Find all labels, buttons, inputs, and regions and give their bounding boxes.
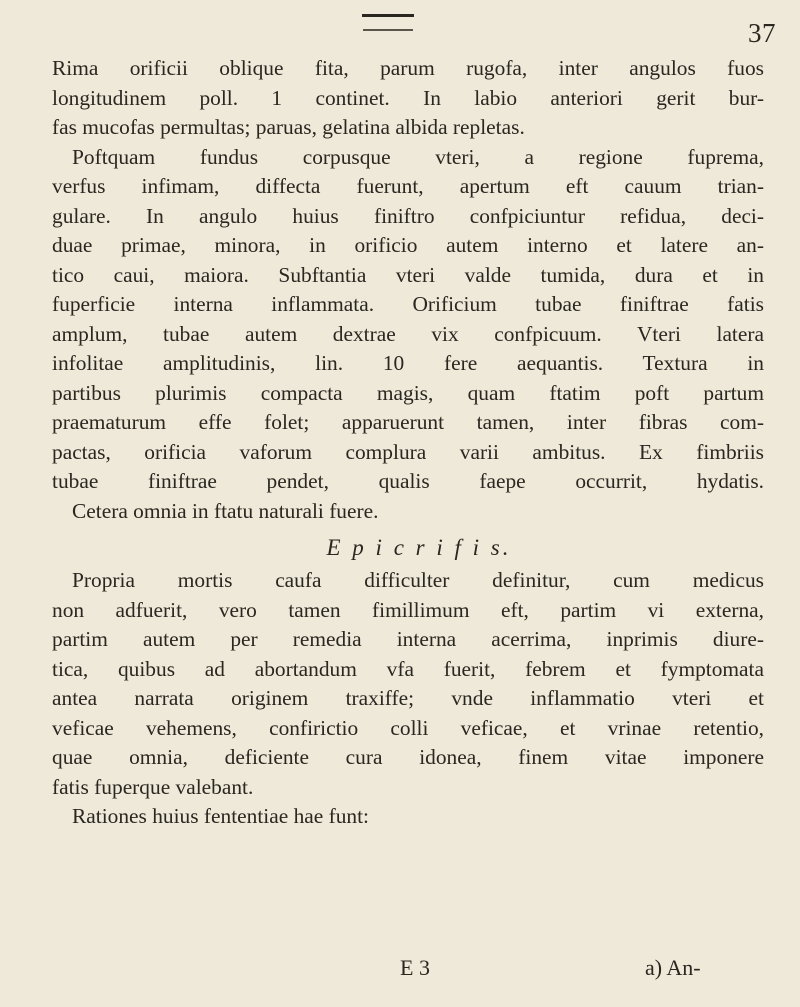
text-line: Cetera omnia in ftatu naturali fuere.	[72, 498, 379, 523]
section-heading: E p i c r i f i s.	[326, 535, 512, 560]
text-line: amplum, tubae autem dextrae vix confpicuum. Vteri latera	[52, 321, 764, 346]
header-rule	[362, 14, 414, 17]
paragraph-2	[52, 143, 764, 527]
page-number: 37	[748, 18, 776, 48]
text-line: verfus infimam, diffecta fuerunt, apertum eft cauum trian-	[52, 174, 764, 198]
text-line: Rationes huius fententiae hae funt:	[72, 804, 370, 828]
text-line: duae primae, minora, in orificio autem interno et latere an-	[52, 233, 764, 257]
paragraph-3	[52, 566, 764, 802]
text-line: infolitae amplitudinis, lin. 10 fere aequantis. Textura in	[52, 351, 764, 375]
signature-mark: E 3	[400, 955, 430, 980]
text-line: veficae vehemens, confirictio colli veficae, et vrinae retentio,	[52, 715, 764, 740]
text-line: quae omnia, deficiente cura idonea, finem vitae imponere	[52, 745, 764, 769]
page-footer	[0, 955, 800, 987]
text-line: praematurum effe folet; apparuerunt tamen, inter fibras com-	[52, 410, 764, 434]
text-line: fuperficie interna inflammata. Orificium tubae finiftrae fatis	[52, 292, 764, 316]
text-line: partim autem per remedia interna acerrima, inprimis diure-	[52, 627, 764, 651]
header-rule-lower	[363, 29, 413, 31]
text-line: antea narrata originem traxiffe; vnde inflammatio vteri et	[52, 686, 764, 710]
text-line: non adfuerit, vero tamen fimillimum eft, partim vi externa,	[52, 597, 764, 622]
text-line: tica, quibus ad abortandum vfa fuerit, febrem et fymptomata	[52, 656, 764, 681]
text-line: Propria mortis caufa difficulter definitur, cum medicus	[72, 568, 764, 592]
text-line: partibus plurimis compacta magis, quam ftatim poft partum	[52, 380, 764, 405]
body-text	[52, 54, 764, 832]
paragraph-1	[52, 54, 764, 143]
text-line: Poftquam fundus corpusque vteri, a regione fuprema,	[72, 144, 764, 169]
text-line: tico caui, maiora. Subftantia vteri valde tumida, dura et in	[52, 262, 764, 287]
text-line: longitudinem poll. 1 continet. In labio anteriori gerit bur-	[52, 85, 764, 110]
paragraph-4	[52, 802, 764, 832]
text-line: tubae finiftrae pendet, qualis faepe occurrit, hydatis.	[52, 469, 764, 493]
text-line: fatis fuperque valebant.	[52, 774, 254, 799]
text-line: gulare. In angulo huius finiftro confpiciuntur refidua, deci-	[52, 203, 764, 228]
text-line: pactas, orificia vaforum complura varii ambitus. Ex fimbriis	[52, 439, 764, 464]
text-line: fas mucofas permultas; paruas, gelatina albida repletas.	[52, 115, 525, 139]
catchword: a) An-	[645, 955, 701, 980]
text-line: Rima orificii oblique fita, parum rugofa, inter angulos fuos	[52, 56, 764, 80]
